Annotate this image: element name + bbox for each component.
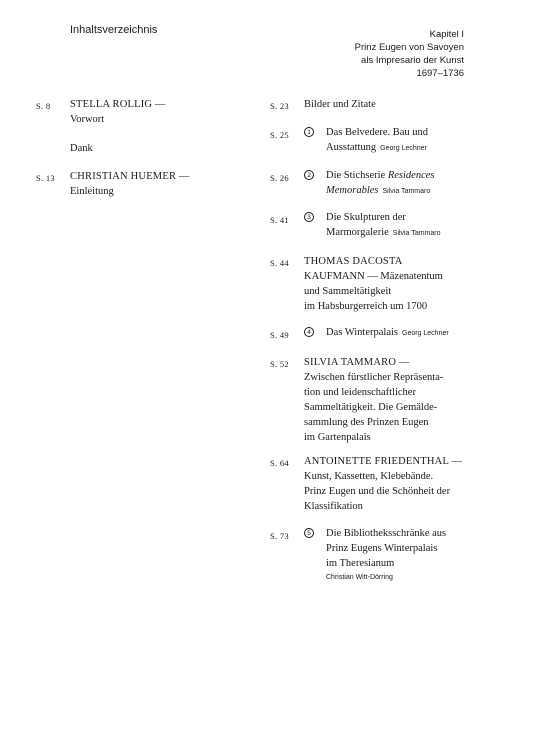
number-circle-icon: 5 [304, 528, 314, 538]
toc-title-line [326, 140, 427, 156]
toc-title-italic: Memorables [326, 185, 379, 196]
toc-title: Klassifikation [304, 501, 363, 512]
chapter-line: als Impresario der Kunst [361, 55, 464, 66]
toc-title: Prinz Eugen und die Schönheit der [304, 486, 451, 497]
number-circle-icon: 3 [304, 212, 314, 222]
toc-title: und Sammeltätigkeit [304, 286, 392, 297]
toc-title-line [326, 325, 449, 341]
toc-author: Silvia Tammaro [392, 230, 441, 237]
page-number: S. 8 [36, 101, 51, 111]
chapter-line: 1697–1736 [416, 68, 464, 79]
toc-title-italic: Residences [387, 170, 435, 181]
toc-author: STELLA ROLLIG — [70, 99, 166, 110]
number-circle-icon: 4 [304, 327, 314, 337]
toc-title: Die Stichserie [326, 170, 388, 181]
toc-title-line [326, 168, 434, 183]
toc-title: Das Winterpalais [326, 327, 398, 338]
chapter-line: Kapitel I [429, 29, 464, 40]
toc-author: SILVIA TAMMARO — [304, 357, 410, 368]
toc-author: CHRISTIAN HUEMER — [70, 171, 190, 182]
toc-author: Georg Lechner [402, 330, 449, 337]
toc-author: Georg Lechner [380, 145, 427, 152]
page-number: S. 64 [270, 458, 289, 468]
toc-title-line [326, 225, 441, 241]
toc-title: Prinz Eugens Winterpalais [326, 543, 438, 554]
chapter-line: Prinz Eugen von Savoyen [354, 42, 464, 53]
toc-title: KAUFMANN — Mäzenatentum [304, 271, 443, 282]
page-number: S. 73 [270, 531, 289, 541]
toc-title: sammlung des Prinzen Eugen [304, 417, 429, 428]
page-number: S. 23 [270, 101, 289, 111]
number-circle-icon: 1 [304, 127, 314, 137]
toc-title: im Theresianum [326, 558, 395, 569]
page-number: S. 25 [270, 130, 289, 140]
toc-title: Zwischen fürstlicher Repräsenta- [304, 372, 444, 383]
page-number: S. 49 [270, 330, 289, 340]
toc-title: Marmorgalerie [326, 227, 389, 238]
toc-title: tion und leidenschaftlicher [304, 387, 416, 398]
toc-title: Dank [70, 143, 93, 154]
toc-author: Christian Witt-Dörring [326, 574, 393, 581]
number-circle-icon: 2 [304, 170, 314, 180]
toc-title: Das Belvedere. Bau und [326, 127, 429, 138]
toc-title: Kunst, Kassetten, Klebebände. [304, 471, 434, 482]
page-number: S. 52 [270, 359, 289, 369]
toc-title: Vorwort [70, 114, 105, 125]
page-number: S. 44 [270, 258, 289, 268]
toc-title-line [326, 183, 430, 199]
toc-title: im Gartenpalais [304, 432, 371, 443]
toc-title: im Habsburgerreich um 1700 [304, 301, 428, 312]
toc-author: Silvia Tammaro [382, 188, 431, 195]
toc-title: Die Bibliotheksschränke aus [326, 528, 447, 539]
page-number: S. 41 [270, 215, 289, 225]
toc-title: Sammeltätigkeit. Die Gemälde- [304, 402, 438, 413]
toc-author: ANTOINETTE FRIEDENTHAL — [304, 456, 463, 467]
toc-title: Ausstattung [326, 142, 377, 153]
page-title: Inhaltsverzeichnis [70, 24, 158, 36]
toc-title: Die Skulpturen der [326, 212, 406, 223]
chapter-heading [300, 28, 464, 80]
page-number: S. 13 [36, 173, 55, 183]
toc-title: Bilder und Zitate [304, 99, 376, 110]
page-number: S. 26 [270, 173, 289, 183]
toc-title: Einleitung [70, 186, 114, 197]
toc-author: THOMAS DACOSTA [304, 256, 403, 267]
